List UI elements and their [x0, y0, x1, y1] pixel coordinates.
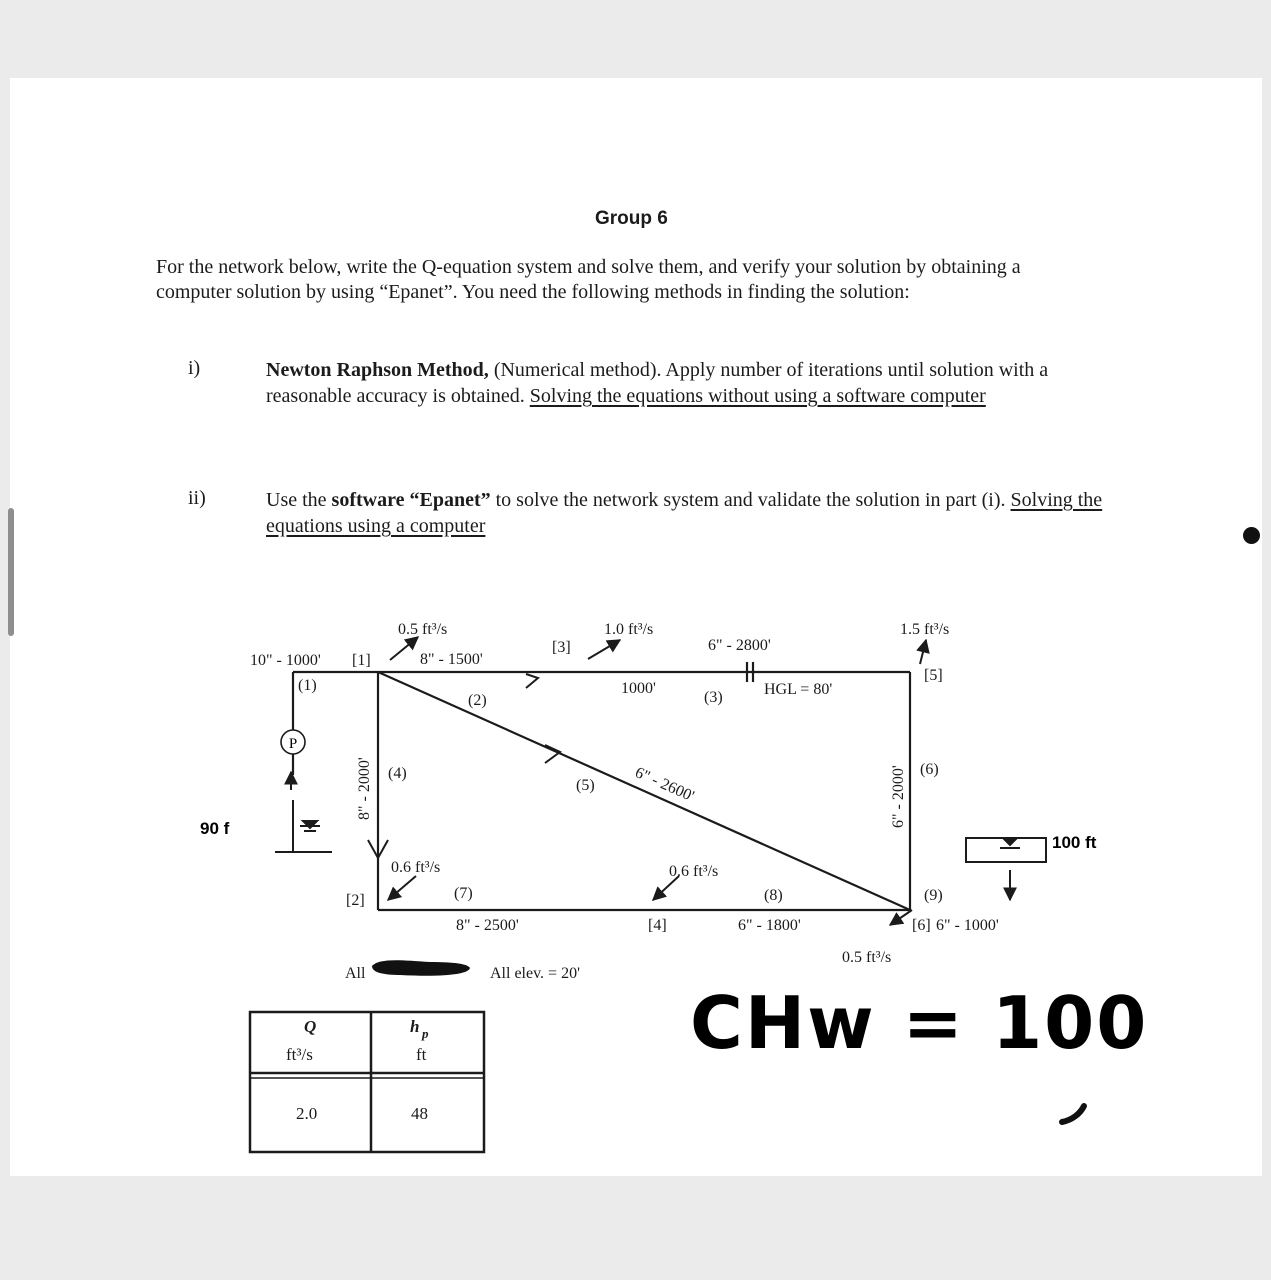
pipe-label: (2) [468, 692, 487, 709]
table-cell: 2.0 [296, 1104, 318, 1123]
page-title: Group 6 [595, 208, 668, 229]
item-pre: Use the [266, 489, 332, 511]
item-text: to solve the network system and validate the solution in part (i). [490, 489, 1011, 511]
pipe-spec: 10" - 1000' [250, 652, 321, 669]
pipe-spec: 6" - 1000' [936, 917, 999, 934]
flow-arrow [920, 640, 926, 664]
node-label: [3] [552, 639, 571, 656]
table-header: h [410, 1017, 420, 1036]
pipe-spec: 8" - 2000' [356, 757, 373, 820]
pump-label: P [288, 736, 298, 752]
hgl-label: HGL = 80' [764, 681, 833, 698]
node-label: [6] [912, 917, 931, 934]
pipe-label: (1) [298, 677, 317, 694]
pipe-spec: 8" - 1500' [420, 651, 483, 668]
all-prefix: All [345, 965, 366, 982]
node-label: [2] [346, 892, 365, 909]
table-header: p [422, 1026, 429, 1041]
pipe-label: (3) [704, 689, 723, 706]
left-reservoir [275, 800, 332, 852]
pipe-label: (9) [924, 887, 943, 904]
flow-label: 0.6 ft³/s [669, 863, 719, 880]
handwritten-mark [1062, 1106, 1084, 1122]
elevation-note: All elev. = 20' [490, 965, 580, 982]
item-text: (Numerical method). Apply number of iterations until solution with a reasonable accuracy is obtained. [266, 359, 1049, 407]
item-bold: Newton Raphson Method, [266, 359, 489, 381]
table-header: ft [416, 1045, 427, 1064]
flow-arrow [390, 637, 418, 660]
direction-arrow [526, 674, 538, 688]
pipe-label: (8) [764, 887, 783, 904]
node-label: [4] [648, 917, 667, 934]
flow-arrow [388, 876, 416, 900]
pipe-spec: 6" - 2800' [708, 637, 771, 654]
item-number: ii) [188, 487, 206, 509]
left-reservoir-elevation: 90 f [200, 819, 230, 838]
node-label: [5] [924, 667, 943, 684]
table-cell: 48 [411, 1104, 428, 1123]
item-underlined: Solving the equations using a computer [266, 489, 1103, 537]
pump-table [250, 1012, 484, 1152]
item-underlined: Solving the equations without using a software computer [529, 385, 986, 407]
pipe-spec: 6" - 1800' [738, 917, 801, 934]
flow-label: 1.0 ft³/s [604, 621, 654, 638]
table-header: ft³/s [286, 1045, 313, 1064]
pipe-spec: 8" - 2500' [456, 917, 519, 934]
flow-label: 0.6 ft³/s [391, 859, 441, 876]
handwritten-note: CHw = 100 [690, 981, 1149, 1065]
pipe-label: (6) [920, 761, 939, 778]
pipe-spec: 6" - 2000' [890, 765, 907, 828]
redaction-mark [372, 960, 470, 976]
flow-label: 1.5 ft³/s [900, 621, 950, 638]
flow-arrow [890, 910, 912, 925]
pipe-length: 1000' [621, 680, 656, 697]
table-header: Q [304, 1017, 317, 1036]
flow-label: 0.5 ft³/s [842, 949, 892, 966]
pipe-label: (4) [388, 765, 407, 782]
item-bold: software “Epanet” [331, 489, 491, 511]
pipe-label: (7) [454, 885, 473, 902]
right-reservoir [966, 838, 1046, 862]
pipe-label: (5) [576, 777, 595, 794]
flow-label: 0.5 ft³/s [398, 621, 448, 638]
intro-paragraph: For the network below, write the Q-equation system and solve them, and verify your solution by obtaining a computer solution by using “Epanet”. You need the following methods in finding the solution: [156, 256, 1021, 303]
pipe-spec: 6" - 2600' [632, 764, 697, 806]
right-reservoir-elevation: 100 ft [1052, 833, 1097, 852]
item-number: i) [188, 357, 201, 379]
node-label: [1] [352, 652, 371, 669]
flow-arrow [588, 640, 620, 659]
pipe-diagonal-line [378, 672, 910, 910]
